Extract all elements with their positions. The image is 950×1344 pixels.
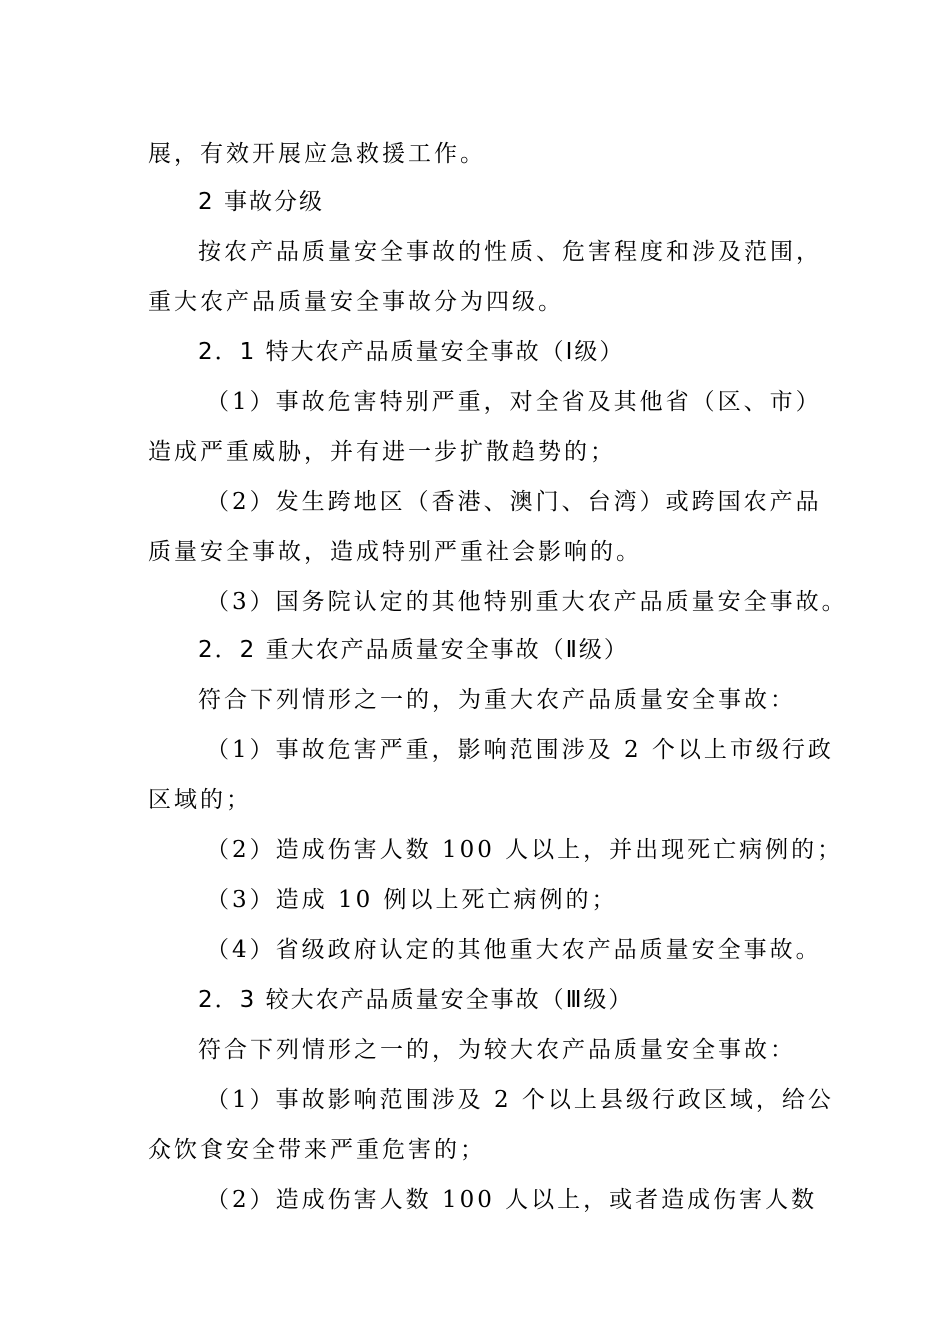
list-item-line: （2）发生跨地区（香港、澳门、台湾）或跨国农产品 — [206, 489, 822, 515]
list-item-line: （1）事故危害严重，影响范围涉及 2 个以上市级行政 — [206, 737, 834, 763]
paragraph-line: 展，有效开展应急救援工作。 — [148, 141, 486, 167]
subsection-heading: 2．1 特大农产品质量安全事故（Ⅰ级） — [198, 339, 625, 365]
subsection-heading: 2．2 重大农产品质量安全事故（Ⅱ级） — [198, 637, 629, 663]
list-item-line: （3）国务院认定的其他特别重大农产品质量安全事故。 — [206, 589, 848, 615]
section-heading: 2 事故分级 — [198, 189, 324, 215]
subsection-heading: 2．3 较大农产品质量安全事故（Ⅲ级） — [198, 987, 634, 1013]
list-item-line: （2）造成伤害人数 100 人以上，并出现死亡病例的； — [206, 837, 844, 863]
list-item-line: 众饮食安全带来严重危害的； — [148, 1137, 486, 1163]
paragraph-line: 符合下列情形之一的，为较大农产品质量安全事故： — [198, 1037, 796, 1063]
list-item-line: 造成严重威胁，并有进一步扩散趋势的； — [148, 439, 616, 465]
list-item-line: 质量安全事故，造成特别严重社会影响的。 — [148, 539, 642, 565]
list-item-line: （4）省级政府认定的其他重大农产品质量安全事故。 — [206, 937, 822, 963]
list-item-line: （2）造成伤害人数 100 人以上，或者造成伤害人数 — [206, 1187, 818, 1213]
paragraph-line: 重大农产品质量安全事故分为四级。 — [148, 289, 564, 315]
paragraph-line: 符合下列情形之一的，为重大农产品质量安全事故： — [198, 687, 796, 713]
list-item-line: 区域的； — [148, 787, 252, 813]
paragraph-line: 按农产品质量安全事故的性质、危害程度和涉及范围， — [198, 239, 822, 265]
list-item-line: （1）事故危害特别严重，对全省及其他省（区、市） — [206, 389, 822, 415]
list-item-line: （1）事故影响范围涉及 2 个以上县级行政区域，给公 — [206, 1087, 834, 1113]
list-item-line: （3）造成 10 例以上死亡病例的； — [206, 887, 618, 913]
